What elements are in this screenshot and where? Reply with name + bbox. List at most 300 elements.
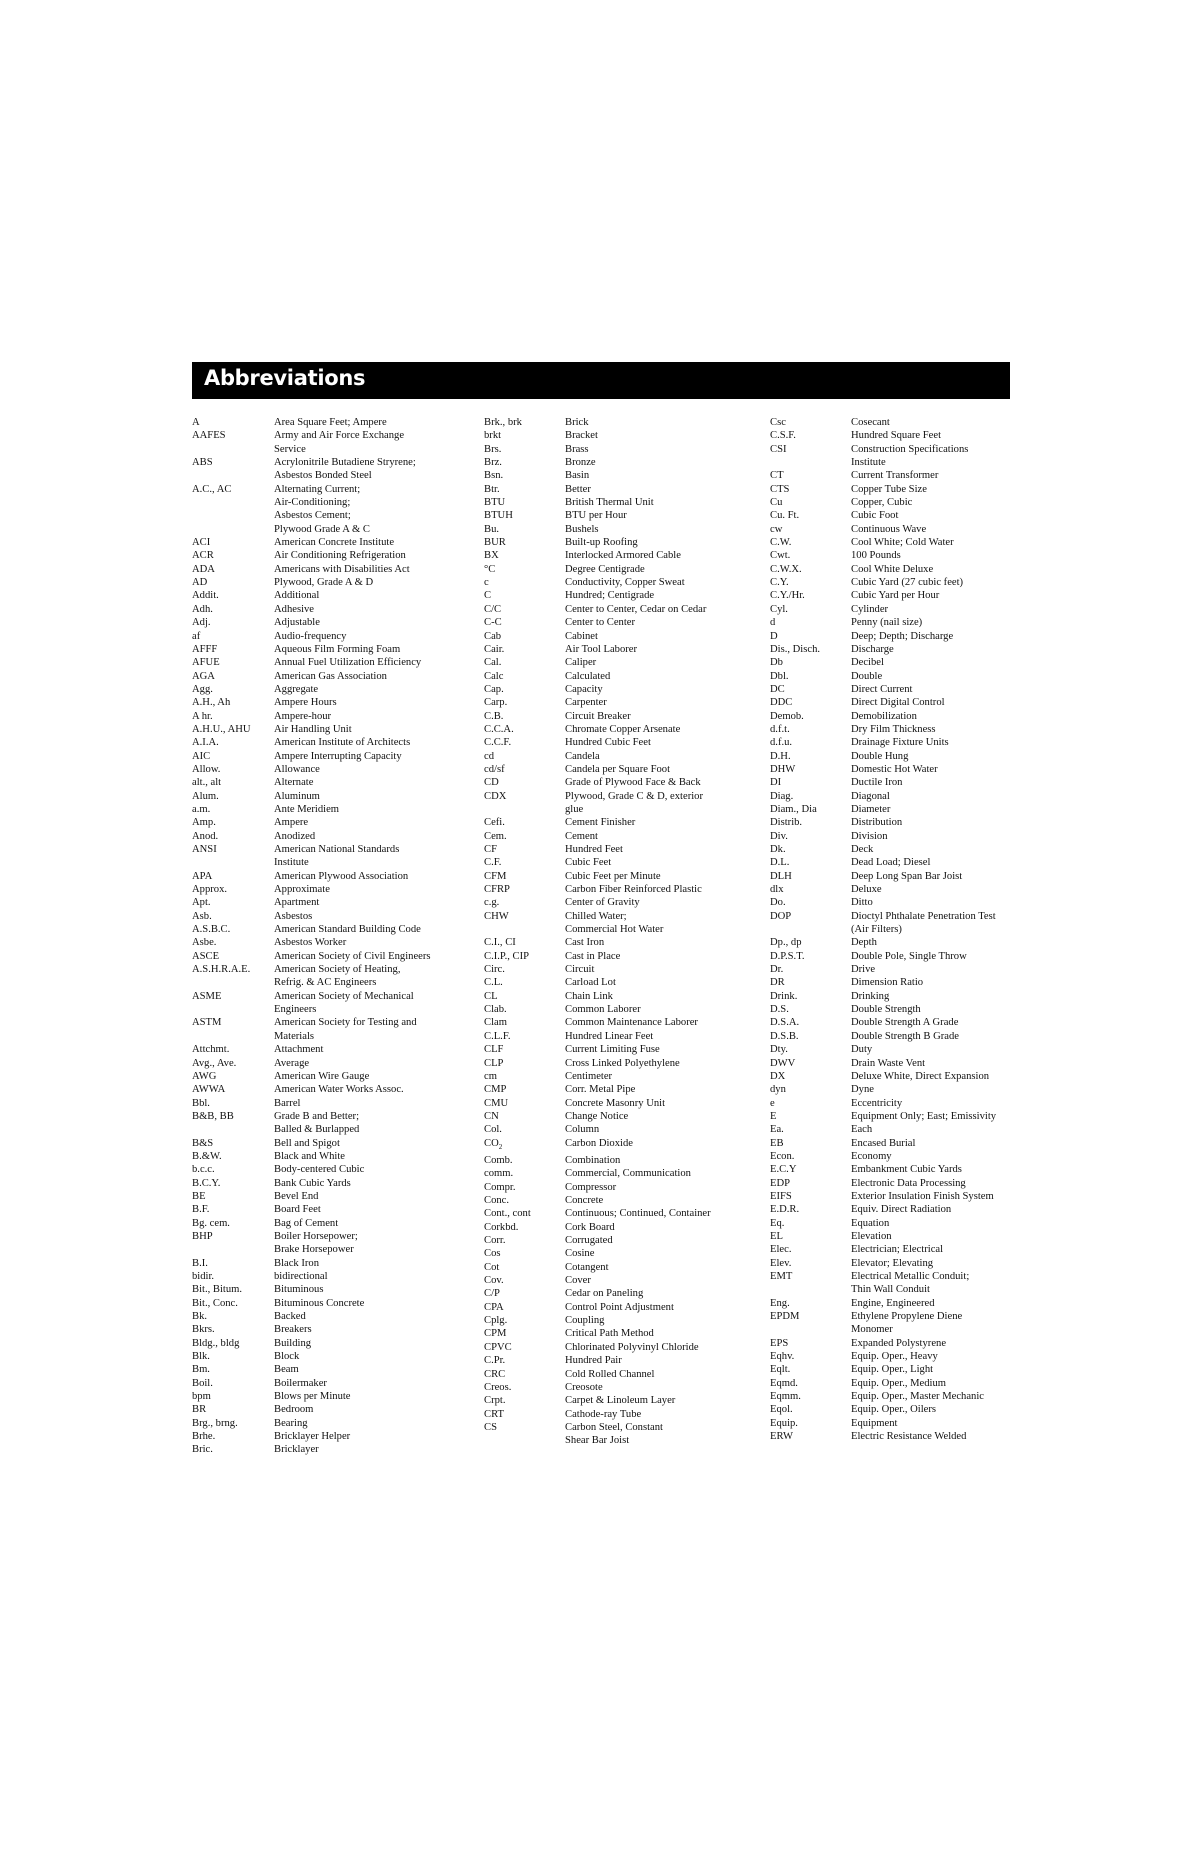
abbreviation-definition: Caliper — [565, 657, 597, 669]
abbreviation-row — [192, 1417, 431, 1430]
abbreviation-definition: Refrig. & AC Engineers — [274, 977, 377, 989]
abbreviation-definition: Deck — [851, 844, 874, 855]
abbreviation-definition: Penny (nail size) — [851, 617, 923, 629]
abbreviation-term: $CO_2$ — [484, 1137, 503, 1151]
abbreviation-term: Agg. — [192, 683, 213, 695]
abbreviation-term: CT — [770, 470, 784, 482]
abbreviation-term: EL — [770, 1230, 783, 1242]
abbreviation-row — [770, 1217, 996, 1230]
abbreviation-definition: Direct Digital Control — [851, 697, 945, 709]
abbreviation-term: ASTM — [192, 1017, 222, 1029]
abbreviation-definition: American Society of Heating, — [274, 964, 401, 976]
abbreviation-term: C.S.F. — [770, 430, 796, 442]
abbreviation-row — [484, 963, 711, 976]
abbreviation-term: AWWA — [192, 1084, 226, 1096]
abbreviation-row — [192, 1297, 431, 1310]
abbreviation-term: cw — [770, 523, 783, 535]
abbreviation-definition: Cement Finisher — [565, 817, 636, 829]
abbreviation-row — [192, 1217, 431, 1230]
abbreviation-term: EB — [770, 1137, 784, 1149]
abbreviation-definition: Drainage Fixture Units — [851, 737, 949, 749]
abbreviation-term: dyn — [770, 1084, 786, 1096]
abbreviation-definition: Embankment Cubic Yards — [851, 1164, 962, 1176]
abbreviation-definition: Bricklayer — [274, 1444, 319, 1456]
abbreviation-term: dlx — [770, 884, 784, 896]
abbreviation-row — [770, 589, 996, 602]
abbreviation-definition: BTU per Hour — [565, 510, 627, 522]
abbreviation-row — [484, 1301, 711, 1314]
abbreviation-term — [192, 1030, 274, 1043]
abbreviation-row — [192, 710, 431, 723]
abbreviation-term: DHW — [770, 763, 796, 775]
abbreviation-term — [192, 1003, 274, 1016]
abbreviation-definition: Engine, Engineered — [851, 1297, 935, 1309]
abbreviation-term: Brk., brk — [484, 417, 522, 428]
abbreviation-definition: Continuous; Continued, Container — [565, 1208, 711, 1220]
abbreviation-row — [192, 683, 431, 696]
abbreviation-term: cm — [484, 1070, 497, 1082]
abbreviation-term: C.W. — [770, 537, 792, 549]
abbreviation-row — [192, 1283, 431, 1296]
abbreviation-definition: Conductivity, Copper Sweat — [565, 577, 685, 589]
abbreviation-term: Corr. — [484, 1235, 506, 1247]
abbreviation-row — [192, 1377, 431, 1390]
abbreviation-term: CMP — [484, 1084, 507, 1096]
abbreviation-definition: Ante Meridiem — [274, 803, 340, 815]
abbreviation-term: Brz. — [484, 457, 502, 469]
abbreviation-term: AD — [192, 577, 208, 589]
abbreviation-row — [192, 509, 431, 522]
abbreviation-term: DR — [770, 977, 785, 989]
abbreviation-definition: Boiler Horsepower; — [274, 1230, 358, 1242]
abbreviation-term: Cu — [770, 497, 783, 509]
abbreviation-definition: Ethylene Propylene Diene — [851, 1311, 963, 1323]
abbreviation-row — [484, 656, 711, 669]
page-title: Abbreviations — [204, 366, 366, 390]
abbreviation-term — [192, 976, 274, 989]
abbreviation-row — [484, 763, 711, 776]
abbreviation-term: Anod. — [192, 830, 219, 842]
abbreviation-term: Cab — [484, 630, 502, 642]
abbreviation-term: CLP — [484, 1057, 504, 1069]
abbreviation-row — [484, 429, 711, 442]
abbreviation-definition: Bracket — [565, 430, 598, 442]
abbreviation-row — [770, 469, 996, 482]
abbreviation-row — [192, 830, 431, 843]
abbreviation-definition: Deluxe — [851, 884, 882, 896]
abbreviation-definition: Cabinet — [565, 630, 598, 642]
abbreviation-term: Div. — [770, 830, 788, 842]
abbreviation-row — [484, 1354, 711, 1367]
abbreviation-term — [192, 523, 274, 536]
abbreviation-term: Approx. — [192, 884, 228, 896]
abbreviation-row — [770, 643, 996, 656]
abbreviation-term: C.L. — [484, 977, 503, 989]
abbreviation-term: Dbl. — [770, 670, 789, 682]
abbreviation-definition: Centimeter — [565, 1070, 613, 1082]
abbreviation-term: Clab. — [484, 1004, 507, 1016]
abbreviation-term: CDX — [484, 790, 507, 802]
abbreviation-row — [484, 1341, 711, 1354]
abbreviation-definition: Cast in Place — [565, 950, 621, 962]
abbreviation-term: Attchmt. — [192, 1044, 230, 1056]
abbreviation-definition: Equip. Oper., Master Mechanic — [851, 1391, 984, 1403]
abbreviation-row — [192, 1083, 431, 1096]
abbreviation-row — [484, 509, 711, 522]
abbreviation-row — [192, 696, 431, 709]
abbreviation-term: A.S.B.C. — [192, 924, 231, 936]
abbreviation-definition: Brake Horsepower — [274, 1244, 354, 1256]
abbreviation-row — [770, 963, 996, 976]
abbreviation-definition: Bag of Cement — [274, 1217, 339, 1229]
abbreviation-row — [484, 896, 711, 909]
abbreviation-definition: Double — [851, 670, 883, 682]
abbreviation-definition: Commercial Hot Water — [565, 924, 664, 936]
abbreviation-definition: Monomer — [851, 1324, 893, 1336]
abbreviation-definition: Allowance — [274, 763, 320, 775]
abbreviation-term: Conc. — [484, 1195, 510, 1207]
abbreviation-definition: Decibel — [851, 657, 884, 669]
abbreviation-definition: Bituminous Concrete — [274, 1297, 365, 1309]
abbreviation-definition: Army and Air Force Exchange — [274, 430, 405, 442]
abbreviation-definition: Dimension Ratio — [851, 977, 924, 989]
abbreviation-definition: Asbestos — [274, 910, 313, 922]
abbreviation-definition: Brass — [565, 443, 589, 455]
abbreviation-row — [770, 1350, 996, 1363]
abbreviation-definition: Air-Conditioning; — [274, 497, 351, 509]
abbreviation-row — [192, 1363, 431, 1376]
abbreviation-row — [770, 1190, 996, 1203]
abbreviation-definition: Drain Waste Vent — [851, 1057, 926, 1069]
abbreviation-row — [484, 1274, 711, 1287]
abbreviation-term: A.S.H.R.A.E. — [192, 964, 251, 976]
abbreviation-definition: Cross Linked Polyethylene — [565, 1057, 680, 1069]
abbreviation-definition: Exterior Insulation Finish System — [851, 1190, 994, 1202]
abbreviation-definition: Current Limiting Fuse — [565, 1044, 660, 1056]
abbreviation-row — [770, 1016, 996, 1029]
abbreviation-definition: Bushels — [565, 523, 599, 535]
abbreviation-term: ACR — [192, 550, 214, 562]
abbreviation-term: Circ. — [484, 964, 505, 976]
abbreviation-definition: Bedroom — [274, 1404, 314, 1416]
abbreviation-term — [484, 923, 565, 936]
abbreviation-definition: Alternating Current; — [274, 483, 361, 495]
abbreviation-term: D — [770, 630, 778, 642]
abbreviation-definition: Double Hung — [851, 750, 909, 762]
abbreviation-definition: Grade B and Better; — [274, 1110, 360, 1122]
abbreviation-term: C.B. — [484, 710, 504, 722]
abbreviation-definition: Cotangent — [565, 1261, 609, 1273]
abbreviation-definition: Carbon Steel, Constant — [565, 1421, 663, 1433]
abbreviation-definition: Asbestos Cement; — [274, 510, 351, 522]
abbreviation-row — [770, 1163, 996, 1176]
abbreviation-term: EPS — [770, 1337, 789, 1349]
abbreviation-row — [484, 816, 711, 829]
abbreviation-definition: Cubic Foot — [851, 510, 899, 522]
abbreviation-row — [770, 736, 996, 749]
abbreviation-row — [484, 549, 711, 562]
abbreviation-term: Amp. — [192, 817, 216, 829]
abbreviation-definition: Eccentricity — [851, 1097, 903, 1109]
abbreviation-column-1 — [192, 416, 431, 1457]
abbreviation-definition: American Society for Testing and — [274, 1017, 417, 1029]
abbreviation-term: C-C — [484, 617, 502, 629]
abbreviation-row — [192, 1150, 431, 1163]
abbreviation-row — [770, 1083, 996, 1096]
abbreviation-definition: Center to Center — [565, 617, 636, 629]
abbreviation-term: BTU — [484, 497, 506, 509]
abbreviation-row — [770, 496, 996, 509]
abbreviation-term: C.C.F. — [484, 737, 512, 749]
abbreviation-row — [192, 1323, 431, 1336]
abbreviation-row — [484, 1421, 711, 1434]
abbreviation-definition: Chromate Copper Arsenate — [565, 723, 681, 735]
abbreviation-row — [484, 990, 711, 1003]
abbreviation-row — [770, 1390, 996, 1403]
abbreviation-term: Econ. — [770, 1150, 795, 1162]
abbreviation-definition: Boilermaker — [274, 1377, 327, 1389]
abbreviation-row — [192, 1403, 431, 1416]
abbreviation-row — [770, 1203, 996, 1216]
abbreviation-row — [484, 1154, 711, 1167]
abbreviation-term: C.C.A. — [484, 723, 514, 735]
abbreviation-term: Eqmm. — [770, 1391, 801, 1403]
abbreviation-row — [770, 1030, 996, 1043]
abbreviation-row — [484, 1394, 711, 1407]
abbreviation-term: cd — [484, 750, 494, 762]
abbreviation-definition: Aggregate — [274, 683, 319, 695]
abbreviation-term: BR — [192, 1404, 207, 1416]
abbreviation-definition: Hundred Square Feet — [851, 430, 942, 442]
abbreviation-term — [192, 509, 274, 522]
abbreviation-definition: Deep; Depth; Discharge — [851, 630, 954, 642]
abbreviation-row — [484, 1043, 711, 1056]
abbreviation-term: CRT — [484, 1408, 504, 1420]
abbreviation-term: B.I. — [192, 1257, 208, 1269]
abbreviation-definition: Plywood Grade A & C — [274, 523, 370, 535]
abbreviation-term: a.m. — [192, 803, 211, 815]
abbreviation-definition: Bearing — [274, 1417, 308, 1429]
abbreviation-row — [484, 1097, 711, 1110]
abbreviation-term: Corkbd. — [484, 1221, 519, 1233]
abbreviation-row — [484, 630, 711, 643]
abbreviation-term: Adj. — [192, 617, 211, 629]
abbreviation-term: Cefi. — [484, 817, 505, 829]
abbreviation-definition: Plywood, Grade A & D — [274, 577, 374, 589]
abbreviation-definition: Cosecant — [851, 417, 890, 428]
abbreviation-definition: Column — [565, 1124, 600, 1136]
abbreviation-row — [484, 910, 711, 923]
abbreviation-definition: Coupling — [565, 1315, 605, 1327]
abbreviation-definition: Hundred Linear Feet — [565, 1030, 654, 1042]
abbreviation-definition: American National Standards — [274, 844, 400, 855]
abbreviation-definition: Asbestos Worker — [274, 937, 347, 949]
abbreviation-row — [484, 1327, 711, 1340]
abbreviation-row — [770, 1003, 996, 1016]
abbreviation-term: C.Y./Hr. — [770, 590, 805, 602]
abbreviation-term: ASME — [192, 990, 222, 1002]
abbreviation-row — [484, 536, 711, 549]
abbreviation-row — [770, 616, 996, 629]
abbreviation-row — [192, 563, 431, 576]
abbreviation-row — [484, 790, 711, 803]
abbreviation-definition: Backed — [274, 1311, 306, 1323]
abbreviation-row — [192, 536, 431, 549]
abbreviation-definition: Cylinder — [851, 603, 889, 615]
abbreviation-row — [192, 603, 431, 616]
abbreviation-definition: Compressor — [565, 1181, 617, 1193]
abbreviation-row — [770, 843, 996, 856]
abbreviation-term: Eqlt. — [770, 1364, 791, 1376]
abbreviation-definition: British Thermal Unit — [565, 497, 654, 509]
abbreviation-row — [770, 1363, 996, 1376]
abbreviation-row — [484, 1070, 711, 1083]
abbreviation-definition: Degree Centigrade — [565, 563, 645, 575]
abbreviation-row — [192, 1230, 431, 1243]
abbreviation-term: alt., alt — [192, 777, 222, 789]
abbreviation-definition: Body-centered Cubic — [274, 1164, 365, 1176]
abbreviation-term: e — [770, 1097, 775, 1109]
abbreviation-term: BUR — [484, 537, 506, 549]
abbreviation-definition: Elevation — [851, 1230, 892, 1242]
abbreviation-row — [484, 576, 711, 589]
abbreviation-term: Bbl. — [192, 1097, 210, 1109]
abbreviation-row — [192, 643, 431, 656]
abbreviation-definition: Interlocked Armored Cable — [565, 550, 681, 562]
abbreviation-definition: Continuous Wave — [851, 523, 927, 535]
abbreviation-term: Cos — [484, 1248, 501, 1260]
abbreviation-row — [770, 750, 996, 763]
abbreviation-term — [192, 496, 274, 509]
abbreviation-term: CFRP — [484, 884, 510, 896]
abbreviation-definition: Engineers — [274, 1004, 317, 1016]
abbreviation-term: Addit. — [192, 590, 219, 602]
abbreviation-term: C.Y. — [770, 577, 789, 589]
abbreviation-definition: Annual Fuel Utilization Efficiency — [274, 657, 422, 669]
abbreviation-definition: Audio-frequency — [274, 630, 347, 642]
abbreviation-term: Creos. — [484, 1381, 512, 1393]
abbreviation-definition: American Society of Civil Engineers — [274, 950, 431, 962]
abbreviation-definition: 100 Pounds — [851, 550, 901, 562]
abbreviation-definition: Built-up Roofing — [565, 537, 638, 549]
abbreviation-term: c.g. — [484, 897, 500, 909]
abbreviation-term: DI — [770, 777, 782, 789]
abbreviation-definition: Economy — [851, 1150, 892, 1162]
abbreviation-definition: Brick — [565, 417, 589, 428]
abbreviation-term: A hr. — [192, 710, 213, 722]
abbreviation-definition: Dyne — [851, 1084, 874, 1096]
abbreviation-row — [192, 1043, 431, 1056]
abbreviation-term — [192, 1243, 274, 1256]
abbreviation-row — [484, 736, 711, 749]
abbreviation-row — [484, 523, 711, 536]
abbreviation-row — [192, 856, 431, 869]
abbreviation-term: Cair. — [484, 643, 505, 655]
abbreviation-term: B.F. — [192, 1204, 210, 1216]
abbreviation-row — [770, 603, 996, 616]
abbreviation-term: DDC — [770, 697, 793, 709]
abbreviation-row — [484, 416, 711, 429]
abbreviation-row — [484, 923, 711, 936]
abbreviation-term: Cont., cont — [484, 1208, 531, 1220]
abbreviation-row — [192, 456, 431, 469]
abbreviation-row — [770, 910, 996, 923]
abbreviation-row — [484, 1110, 711, 1123]
abbreviation-row — [484, 670, 711, 683]
abbreviation-term: ERW — [770, 1431, 793, 1443]
abbreviation-term: D.P.S.T. — [770, 950, 805, 962]
abbreviation-row — [770, 1323, 996, 1336]
abbreviation-definition: Basin — [565, 470, 590, 482]
abbreviation-term: Diam., Dia — [770, 803, 817, 815]
abbreviation-row — [192, 1190, 431, 1203]
abbreviation-term: CSI — [770, 443, 787, 455]
abbreviation-definition: Acrylonitrile Butadiene Stryrene; — [274, 457, 416, 469]
abbreviation-row — [484, 1408, 711, 1421]
abbreviation-definition: Encased Burial — [851, 1137, 916, 1149]
abbreviation-term: Calc — [484, 670, 504, 682]
abbreviation-row — [484, 1016, 711, 1029]
abbreviation-definition: Copper, Cubic — [851, 497, 913, 509]
abbreviation-row — [192, 1030, 431, 1043]
abbreviation-definition: Shear Bar Joist — [565, 1435, 630, 1447]
abbreviation-row — [484, 936, 711, 949]
abbreviation-term: CL — [484, 990, 498, 1002]
abbreviation-term: Distrib. — [770, 817, 803, 829]
abbreviation-row — [484, 803, 711, 816]
abbreviation-row — [770, 803, 996, 816]
abbreviation-term: Allow. — [192, 763, 221, 775]
abbreviation-row — [770, 830, 996, 843]
abbreviation-row — [484, 883, 711, 896]
abbreviation-row — [192, 1430, 431, 1443]
abbreviation-term: b.c.c. — [192, 1164, 215, 1176]
abbreviation-definition: Cosine — [565, 1248, 595, 1260]
abbreviation-term: Blk. — [192, 1351, 210, 1363]
abbreviation-row — [484, 1207, 711, 1220]
abbreviation-definition: Corrugated — [565, 1235, 613, 1247]
abbreviation-row — [484, 1261, 711, 1274]
abbreviation-row — [192, 443, 431, 456]
abbreviation-row — [770, 1270, 996, 1283]
abbreviation-term: A.H.U., AHU — [192, 723, 251, 735]
abbreviation-row — [484, 443, 711, 456]
abbreviation-term: Col. — [484, 1124, 502, 1136]
abbreviation-row — [770, 630, 996, 643]
abbreviation-row — [192, 1243, 431, 1256]
abbreviation-row — [192, 870, 431, 883]
abbreviation-term: C.I., CI — [484, 937, 516, 949]
abbreviation-row — [192, 1203, 431, 1216]
abbreviation-row — [484, 950, 711, 963]
abbreviation-row — [192, 589, 431, 602]
abbreviation-term: Bldg., bldg — [192, 1337, 240, 1349]
abbreviation-definition: Air Tool Laborer — [565, 643, 638, 655]
abbreviation-row — [484, 856, 711, 869]
abbreviation-definition: Common Maintenance Laborer — [565, 1017, 698, 1029]
abbreviation-definition: Chain Link — [565, 990, 613, 1002]
abbreviation-definition: Carload Lot — [565, 977, 616, 989]
abbreviation-row — [484, 723, 711, 736]
abbreviation-row — [192, 1003, 431, 1016]
abbreviation-row — [770, 456, 996, 469]
abbreviation-definition: bidirectional — [274, 1271, 328, 1282]
abbreviation-row — [192, 963, 431, 976]
abbreviation-row — [192, 523, 431, 536]
abbreviation-row — [192, 630, 431, 643]
abbreviation-term: C.W.X. — [770, 563, 802, 575]
abbreviation-term — [770, 1323, 851, 1336]
